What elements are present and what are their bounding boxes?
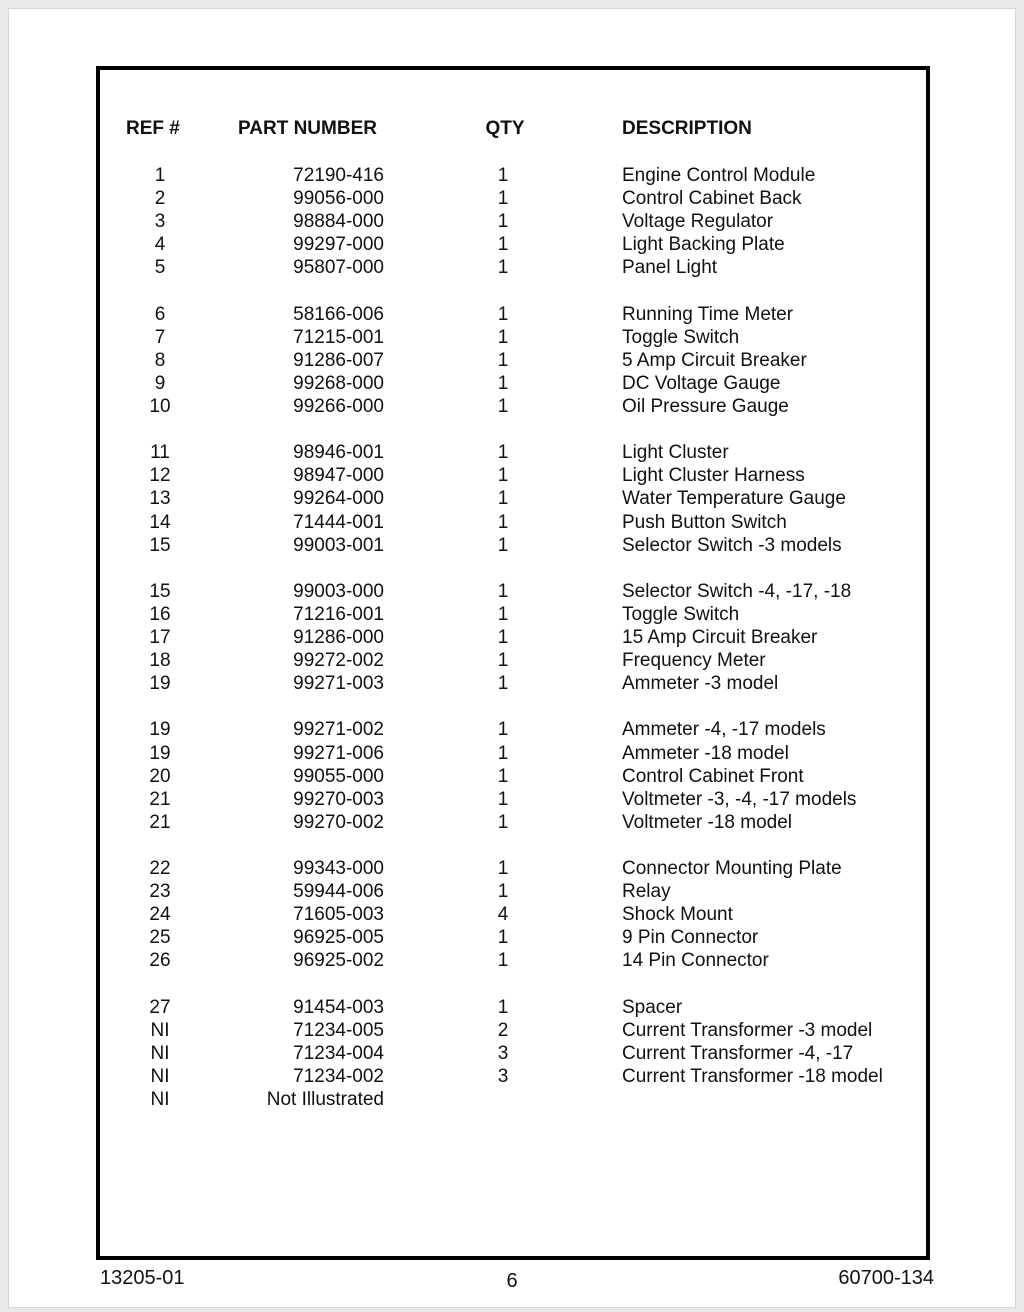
description-cell: Selector Switch -3 models <box>622 534 842 556</box>
part-number-cell: 96925-005 <box>293 927 384 949</box>
table-row <box>0 626 1024 649</box>
table-row <box>0 1088 1024 1111</box>
ref-cell: 3 <box>154 211 166 233</box>
description-cell: Voltmeter -18 model <box>622 811 793 833</box>
description-cell: Control Cabinet Back <box>622 188 802 210</box>
part-number-cell: 99270-003 <box>293 788 384 810</box>
ref-cell: 25 <box>149 927 171 949</box>
table-row <box>0 649 1024 672</box>
description-cell: Panel Light <box>622 257 718 279</box>
description-cell: Selector Switch -4, -17, -18 <box>622 580 852 602</box>
table-row <box>0 603 1024 626</box>
part-number-cell: 98946-001 <box>293 442 384 464</box>
description-cell: Current Transformer -18 model <box>622 1065 883 1087</box>
qty-cell: 1 <box>497 788 509 810</box>
description-cell: Toggle Switch <box>622 326 740 348</box>
part-number-cell: 99055-000 <box>293 765 384 787</box>
description-cell: Shock Mount <box>622 904 733 926</box>
qty-cell: 1 <box>497 603 509 625</box>
table-row <box>0 580 1024 603</box>
ref-cell: 11 <box>150 442 170 464</box>
part-number-cell: 71444-001 <box>293 511 384 533</box>
description-cell: Light Cluster Harness <box>622 465 805 487</box>
part-number-cell: 58166-006 <box>293 303 384 325</box>
description-cell: Ammeter -4, -17 models <box>622 719 826 741</box>
qty-cell: 1 <box>497 188 509 210</box>
part-number-cell: 98947-000 <box>293 465 384 487</box>
ref-cell: 1 <box>154 165 166 186</box>
ref-cell: 10 <box>149 396 171 417</box>
part-number-cell: 99271-006 <box>293 742 384 764</box>
ref-cell: 12 <box>149 465 171 487</box>
qty-cell: 3 <box>497 1065 509 1087</box>
ref-cell: 6 <box>154 303 166 325</box>
table-row <box>0 187 1024 210</box>
qty-cell: 1 <box>497 211 509 233</box>
table-row <box>0 1019 1024 1042</box>
qty-cell: 1 <box>497 349 509 371</box>
part-number-cell: 99056-000 <box>293 188 384 210</box>
table-row <box>0 441 1024 464</box>
description-cell: Water Temperature Gauge <box>622 488 846 510</box>
table-row <box>0 788 1024 811</box>
description-cell: Current Transformer -4, -17 <box>622 1042 854 1064</box>
header-ref: REF # <box>126 118 180 139</box>
qty-cell: 1 <box>497 442 509 464</box>
table-row <box>0 326 1024 349</box>
qty-cell: 1 <box>497 742 509 764</box>
footer-page-number: 6 <box>506 1270 518 1292</box>
ref-cell: NI <box>150 1089 170 1110</box>
table-row <box>0 811 1024 834</box>
qty-cell: 1 <box>497 534 509 556</box>
qty-cell: 1 <box>497 303 509 325</box>
ref-cell: 17 <box>149 627 171 648</box>
description-cell: 9 Pin Connector <box>622 927 759 949</box>
description-cell: Control Cabinet Front <box>622 765 804 787</box>
part-number-cell: 71234-002 <box>293 1065 384 1087</box>
ref-cell: 21 <box>149 788 171 810</box>
table-row <box>0 395 1024 418</box>
ref-cell: 8 <box>154 349 166 371</box>
part-number-cell: 71605-003 <box>293 904 384 926</box>
part-number-cell: 71215-001 <box>293 326 384 348</box>
ref-cell: 5 <box>154 257 166 279</box>
table-row <box>0 903 1024 926</box>
table-row <box>0 718 1024 741</box>
qty-cell: 1 <box>497 372 509 394</box>
table-row <box>0 349 1024 372</box>
part-number-cell: 71234-004 <box>293 1042 384 1064</box>
table-row <box>0 256 1024 279</box>
ref-cell: 15 <box>149 580 171 602</box>
table-row <box>0 164 1024 187</box>
footer-doc-number: 13205-01 <box>100 1267 185 1289</box>
part-number-cell: 99264-000 <box>293 488 384 510</box>
table-row <box>0 996 1024 1019</box>
table-row <box>0 765 1024 788</box>
description-cell: DC Voltage Gauge <box>622 372 781 394</box>
table-row <box>0 742 1024 765</box>
ref-cell: 24 <box>149 904 171 926</box>
part-number-cell: 99297-000 <box>293 234 384 256</box>
ref-cell: 4 <box>154 234 166 256</box>
part-number-cell: 99271-003 <box>293 673 384 695</box>
ref-cell: 22 <box>149 858 171 879</box>
footer-manual-number: 60700-134 <box>838 1267 934 1289</box>
qty-cell: 1 <box>497 511 509 533</box>
part-number-cell: 99270-002 <box>293 811 384 833</box>
qty-cell: 1 <box>497 465 509 487</box>
qty-cell: 1 <box>497 627 509 648</box>
description-cell: 15 Amp Circuit Breaker <box>622 627 818 648</box>
table-row <box>0 926 1024 949</box>
table-row <box>0 534 1024 557</box>
part-number-cell: 91286-007 <box>293 349 384 371</box>
ref-cell: 16 <box>149 603 171 625</box>
qty-cell: 4 <box>497 904 509 926</box>
table-row <box>0 949 1024 972</box>
qty-cell: 1 <box>497 165 509 186</box>
table-row <box>0 210 1024 233</box>
table-row <box>0 303 1024 326</box>
description-cell: Light Cluster <box>622 442 729 464</box>
table-row <box>0 1065 1024 1088</box>
part-number-cell: 99266-000 <box>293 396 384 417</box>
qty-cell: 1 <box>497 811 509 833</box>
description-cell: Push Button Switch <box>622 511 787 533</box>
ref-cell: NI <box>150 1042 170 1064</box>
qty-cell: 2 <box>497 1019 509 1041</box>
part-number-cell: 91454-003 <box>293 996 384 1018</box>
description-cell: Frequency Meter <box>622 650 766 672</box>
ref-cell: 13 <box>149 488 171 510</box>
qty-cell: 1 <box>497 257 509 279</box>
table-row <box>0 464 1024 487</box>
ref-cell: 20 <box>149 765 171 787</box>
description-cell: Ammeter -3 model <box>622 673 779 695</box>
ref-cell: NI <box>150 1065 170 1087</box>
part-number-cell: 99003-001 <box>293 534 384 556</box>
qty-cell: 1 <box>497 650 509 672</box>
part-number-cell: 99343-000 <box>293 858 384 879</box>
ref-cell: 15 <box>149 534 171 556</box>
description-cell: Spacer <box>622 996 683 1018</box>
ref-cell: 19 <box>149 742 171 764</box>
description-cell: Engine Control Module <box>622 165 816 186</box>
qty-cell: 1 <box>497 765 509 787</box>
qty-cell: 1 <box>497 950 509 972</box>
ref-cell: 18 <box>149 650 171 672</box>
description-cell: Toggle Switch <box>622 603 740 625</box>
ref-cell: 26 <box>149 950 171 972</box>
table-row <box>0 233 1024 256</box>
table-row <box>0 857 1024 880</box>
qty-cell: 1 <box>497 396 509 417</box>
description-cell: Voltage Regulator <box>622 211 774 233</box>
qty-cell: 1 <box>497 996 509 1018</box>
qty-cell: 1 <box>497 858 509 879</box>
qty-cell: 1 <box>497 488 509 510</box>
qty-cell: 1 <box>497 234 509 256</box>
qty-cell: 1 <box>497 881 509 903</box>
qty-cell: 1 <box>497 580 509 602</box>
description-cell: Light Backing Plate <box>622 234 785 256</box>
description-cell: 5 Amp Circuit Breaker <box>622 349 807 371</box>
table-row <box>0 1042 1024 1065</box>
description-cell: 14 Pin Connector <box>622 950 769 972</box>
ref-cell: 21 <box>149 811 171 833</box>
description-cell: Voltmeter -3, -4, -17 models <box>622 788 857 810</box>
part-number-cell: 71216-001 <box>293 603 384 625</box>
part-number-cell: 99271-002 <box>293 719 384 741</box>
header-part-number: PART NUMBER <box>238 118 377 139</box>
ref-cell: 19 <box>149 673 171 695</box>
part-number-cell: 99268-000 <box>293 372 384 394</box>
part-number-cell: 59944-006 <box>293 881 384 903</box>
description-cell: Current Transformer -3 model <box>622 1019 873 1041</box>
part-number-cell: 72190-416 <box>293 165 384 186</box>
part-number-cell: 96925-002 <box>293 950 384 972</box>
description-cell: Ammeter -18 model <box>622 742 789 764</box>
qty-cell: 1 <box>497 673 509 695</box>
ref-cell: 2 <box>154 188 166 210</box>
description-cell: Connector Mounting Plate <box>622 858 842 879</box>
table-row <box>0 880 1024 903</box>
ref-cell: NI <box>150 1019 170 1041</box>
ref-cell: 19 <box>149 719 171 741</box>
ref-cell: 27 <box>149 996 171 1018</box>
ref-cell: 7 <box>154 326 166 348</box>
table-row <box>0 672 1024 695</box>
table-row <box>0 487 1024 510</box>
qty-cell: 1 <box>497 927 509 949</box>
table-row <box>0 372 1024 395</box>
description-cell: Running Time Meter <box>622 303 794 325</box>
part-number-cell: 99003-000 <box>293 580 384 602</box>
qty-cell: 1 <box>497 719 509 741</box>
description-cell: Relay <box>622 881 671 903</box>
part-number-cell: 98884-000 <box>293 211 384 233</box>
description-cell: Oil Pressure Gauge <box>622 396 789 417</box>
header-description: DESCRIPTION <box>622 118 752 139</box>
ref-cell: 9 <box>154 372 166 394</box>
ref-cell: 14 <box>149 511 171 533</box>
qty-cell: 3 <box>497 1042 509 1064</box>
ref-cell: 23 <box>149 881 171 903</box>
part-number-cell: 91286-000 <box>293 627 384 648</box>
part-number-cell: 95807-000 <box>293 257 384 279</box>
part-number-cell: Not Illustrated <box>266 1089 384 1110</box>
part-number-cell: 71234-005 <box>293 1019 384 1041</box>
table-row <box>0 511 1024 534</box>
header-qty: QTY <box>485 118 525 139</box>
part-number-cell: 99272-002 <box>293 650 384 672</box>
qty-cell: 1 <box>497 326 509 348</box>
